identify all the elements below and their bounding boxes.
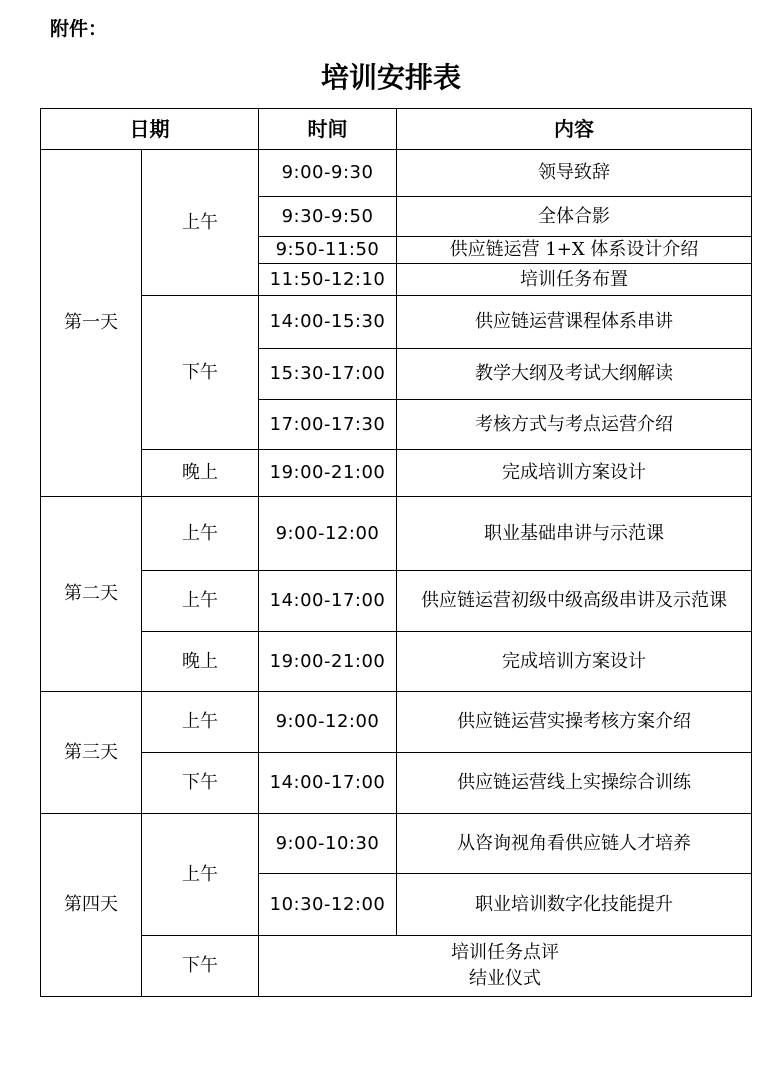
period-cell: 上午 bbox=[142, 497, 259, 571]
header-time: 时间 bbox=[259, 109, 397, 150]
table-row bbox=[41, 753, 752, 814]
table-row bbox=[41, 936, 752, 997]
time-cell: 9:00-12:00 bbox=[259, 692, 397, 753]
content-cell: 从咨询视角看供应链人才培养 bbox=[397, 814, 752, 874]
content-cell: 职业培训数字化技能提升 bbox=[397, 874, 752, 936]
content-cell: 培训任务布置 bbox=[397, 264, 752, 296]
time-cell: 9:30-9:50 bbox=[259, 197, 397, 237]
time-cell: 10:30-12:00 bbox=[259, 874, 397, 936]
content-cell: 供应链运营初级中级高级串讲及示范课 bbox=[397, 571, 752, 632]
time-cell: 9:00-12:00 bbox=[259, 497, 397, 571]
content-cell: 供应链运营实操考核方案介绍 bbox=[397, 692, 752, 753]
table-row bbox=[41, 814, 752, 874]
time-cell: 9:00-9:30 bbox=[259, 150, 397, 197]
time-cell: 14:00-17:00 bbox=[259, 571, 397, 632]
content-cell: 供应链运营 1+X 体系设计介绍 bbox=[397, 237, 752, 264]
content-cell: 完成培训方案设计 bbox=[397, 450, 752, 497]
period-cell: 下午 bbox=[142, 936, 259, 997]
period-cell: 晚上 bbox=[142, 450, 259, 497]
period-cell: 晚上 bbox=[142, 632, 259, 692]
content-cell: 完成培训方案设计 bbox=[397, 632, 752, 692]
day-cell: 第四天 bbox=[41, 814, 142, 997]
time-cell: 9:50-11:50 bbox=[259, 237, 397, 264]
merged-content-cell bbox=[259, 936, 752, 997]
period-cell: 下午 bbox=[142, 753, 259, 814]
day-cell: 第一天 bbox=[41, 150, 142, 497]
content-cell: 供应链运营课程体系串讲 bbox=[397, 296, 752, 349]
content-line: 培训任务点评 bbox=[451, 942, 559, 963]
header-content: 内容 bbox=[397, 109, 752, 150]
time-cell: 14:00-17:00 bbox=[259, 753, 397, 814]
time-cell: 19:00-21:00 bbox=[259, 632, 397, 692]
header-date: 日期 bbox=[41, 109, 259, 150]
time-cell: 11:50-12:10 bbox=[259, 264, 397, 296]
period-cell: 上午 bbox=[142, 692, 259, 753]
table-row bbox=[41, 296, 752, 349]
time-cell: 9:00-10:30 bbox=[259, 814, 397, 874]
attachment-label: 附件： bbox=[50, 18, 108, 40]
time-cell: 14:00-15:30 bbox=[259, 296, 397, 349]
header-row bbox=[41, 109, 752, 150]
day-cell: 第三天 bbox=[41, 692, 142, 814]
content-cell: 领导致辞 bbox=[397, 150, 752, 197]
period-cell: 上午 bbox=[142, 571, 259, 632]
content-cell: 考核方式与考点运营介绍 bbox=[397, 400, 752, 450]
content-cell: 职业基础串讲与示范课 bbox=[397, 497, 752, 571]
table-row bbox=[41, 571, 752, 632]
time-cell: 17:00-17:30 bbox=[259, 400, 397, 450]
table-row bbox=[41, 632, 752, 692]
day-cell: 第二天 bbox=[41, 497, 142, 692]
period-cell: 上午 bbox=[142, 150, 259, 296]
document-title: 培训安排表 bbox=[320, 61, 461, 94]
table-row bbox=[41, 497, 752, 571]
table-row bbox=[41, 150, 752, 197]
period-cell: 上午 bbox=[142, 814, 259, 936]
training-schedule-table bbox=[40, 108, 752, 997]
table-row bbox=[41, 692, 752, 753]
period-cell: 下午 bbox=[142, 296, 259, 450]
content-cell: 全体合影 bbox=[397, 197, 752, 237]
table-row bbox=[41, 450, 752, 497]
content-line: 结业仪式 bbox=[469, 968, 541, 989]
content-cell: 教学大纲及考试大纲解读 bbox=[397, 349, 752, 400]
time-cell: 19:00-21:00 bbox=[259, 450, 397, 497]
time-cell: 15:30-17:00 bbox=[259, 349, 397, 400]
content-cell: 供应链运营线上实操综合训练 bbox=[397, 753, 752, 814]
